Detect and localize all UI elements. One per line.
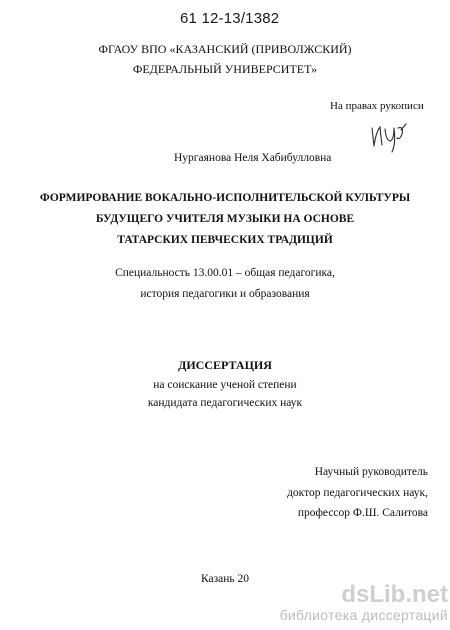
dissertation-title-line-2: БУДУЩЕГО УЧИТЕЛЯ МУЗЫКИ НА ОСНОВЕ: [95, 213, 355, 225]
organization-name-line-2: ФЕДЕРАЛЬНЫЙ УНИВЕРСИТЕТ»: [132, 62, 318, 76]
city-and-year: Казань 20: [200, 573, 250, 585]
document-reference-number: 61 12-13/1382: [180, 10, 280, 27]
supervisor-line-3: профессор Ф.Ш. Салитова: [297, 507, 428, 519]
supervisor-line-1: Научный руководитель: [314, 466, 428, 478]
dissertation-label: ДИССЕРТАЦИЯ: [178, 358, 272, 372]
organization-name-line-1: ФГАОУ ВПО «КАЗАНСКИЙ (ПРИВОЛЖСКИЙ): [98, 42, 352, 56]
degree-line-2: кандидата педагогических наук: [147, 397, 303, 409]
supervisor-line-2: доктор педагогических наук,: [287, 487, 428, 499]
dissertation-title-line-1: ФОРМИРОВАНИЕ ВОКАЛЬНО-ИСПОЛНИТЕЛЬСКОЙ КУЛЬТУРЫ: [39, 192, 411, 204]
rights-note: На правах рукописи: [330, 100, 424, 112]
dslib-watermark: [268, 583, 448, 623]
specialty-line-2: история педагогики и образования: [140, 288, 310, 300]
author-name: Нургаянова Неля Хабибулловна: [174, 152, 332, 164]
specialty-line-1: Специальность 13.00.01 – общая педагогика,: [115, 267, 335, 279]
dissertation-title-line-3: ТАТАРСКИХ ПЕВЧЕСКИХ ТРАДИЦИЙ: [117, 234, 333, 246]
handwritten-signature: [368, 118, 408, 154]
degree-line-1: на соискание ученой степени: [153, 379, 297, 391]
watermark-brand: dsLib.net: [341, 581, 448, 608]
watermark-tagline: библиотека диссертаций: [279, 607, 448, 623]
